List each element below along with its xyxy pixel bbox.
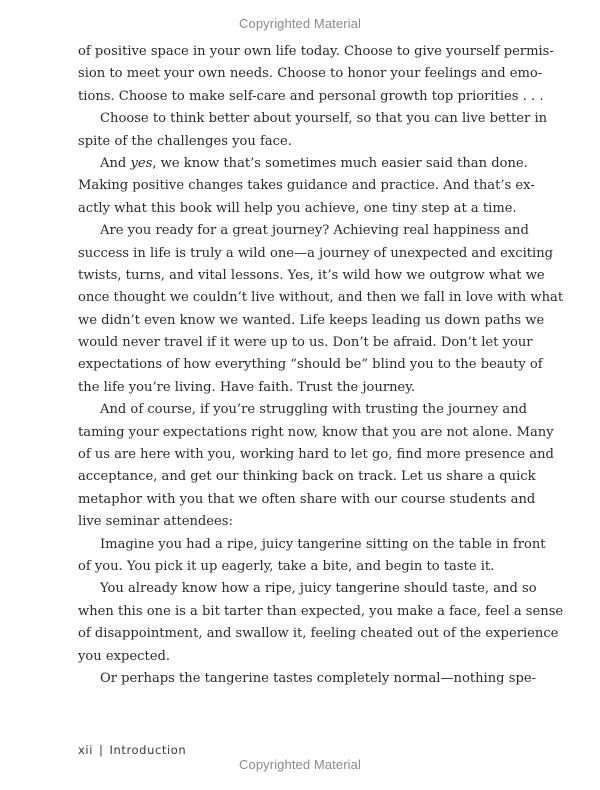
page-body xyxy=(78,41,564,690)
text-line: would never travel if it were up to us. Don’t be afraid. Don’t let your xyxy=(78,335,533,351)
text-line: once thought we couldn’t live without, and then we fall in love with what xyxy=(78,290,564,306)
text-line: success in life is truly a wild one—a journey of unexpected and exciting xyxy=(78,245,554,261)
page-number: xii xyxy=(78,743,93,757)
page-footer xyxy=(78,743,186,757)
text-line: of us are here with you, working hard to let go, find more presence and xyxy=(78,447,554,463)
text-line: live seminar attendees: xyxy=(78,514,233,530)
paragraph-7 xyxy=(78,578,564,668)
text-line: taming your expectations right now, know that you are not alone. Many xyxy=(78,424,554,440)
paragraph-8 xyxy=(78,668,536,690)
paragraph-1 xyxy=(78,41,554,108)
text-line: Choose to think better about yourself, so that you can live better in xyxy=(100,111,548,127)
text-line: You already know how a ripe, juicy tangerine should taste, and so xyxy=(100,581,537,597)
text-line: tions. Choose to make self-care and personal growth top priorities . . . xyxy=(78,88,544,104)
paragraph-4 xyxy=(78,220,564,399)
text-line: you expected. xyxy=(78,648,171,664)
text-line: And yes, we know that’s sometimes much easier said than done. xyxy=(100,155,528,171)
text-line: twists, turns, and vital lessons. Yes, it’s wild how we outgrow what we xyxy=(78,267,545,283)
copyright-watermark-bottom: Copyrighted Material xyxy=(239,757,361,772)
paragraph-5 xyxy=(78,399,554,533)
emphasis: yes xyxy=(130,155,153,171)
text-line: spite of the challenges you face. xyxy=(78,133,292,149)
text-line: Or perhaps the tangerine tastes completely normal—nothing spe- xyxy=(100,670,536,686)
text-line: metaphor with you that we often share with our course students and xyxy=(78,491,536,507)
paragraph-6 xyxy=(78,534,546,579)
text-line: actly what this book will help you achieve, one tiny step at a time. xyxy=(78,200,517,216)
text-line: Are you ready for a great journey? Achieving real happiness and xyxy=(100,223,529,239)
text-line: the life you’re living. Have faith. Trust the journey. xyxy=(78,379,416,395)
copyright-watermark-top: Copyrighted Material xyxy=(239,16,361,31)
text-line: sion to meet your own needs. Choose to honor your feelings and emo- xyxy=(78,66,543,82)
paragraph-3 xyxy=(78,153,535,220)
text-line: Imagine you had a ripe, juicy tangerine sitting on the table in front xyxy=(100,536,546,552)
footer-separator: | xyxy=(99,743,104,757)
text-line: And of course, if you’re struggling with trusting the journey and xyxy=(100,402,528,418)
text-line: of positive space in your own life today. Choose to give yourself permis- xyxy=(78,44,554,59)
text-line: of you. You pick it up eagerly, take a bite, and begin to taste it. xyxy=(78,558,495,574)
text-line: expectations of how everything “should be” blind you to the beauty of xyxy=(78,357,543,373)
section-title: Introduction xyxy=(109,743,187,757)
text-line: of disappointment, and swallow it, feeling cheated out of the experience xyxy=(78,626,559,642)
text-line: acceptance, and get our thinking back on track. Let us share a quick xyxy=(78,469,536,485)
paragraph-2 xyxy=(78,108,548,153)
text-line: when this one is a bit tarter than expected, you make a face, feel a sense xyxy=(78,603,564,619)
text-line: Making positive changes takes guidance and practice. And that’s ex- xyxy=(78,178,535,194)
text-line: we didn’t even know we wanted. Life keeps leading us down paths we xyxy=(78,312,545,328)
